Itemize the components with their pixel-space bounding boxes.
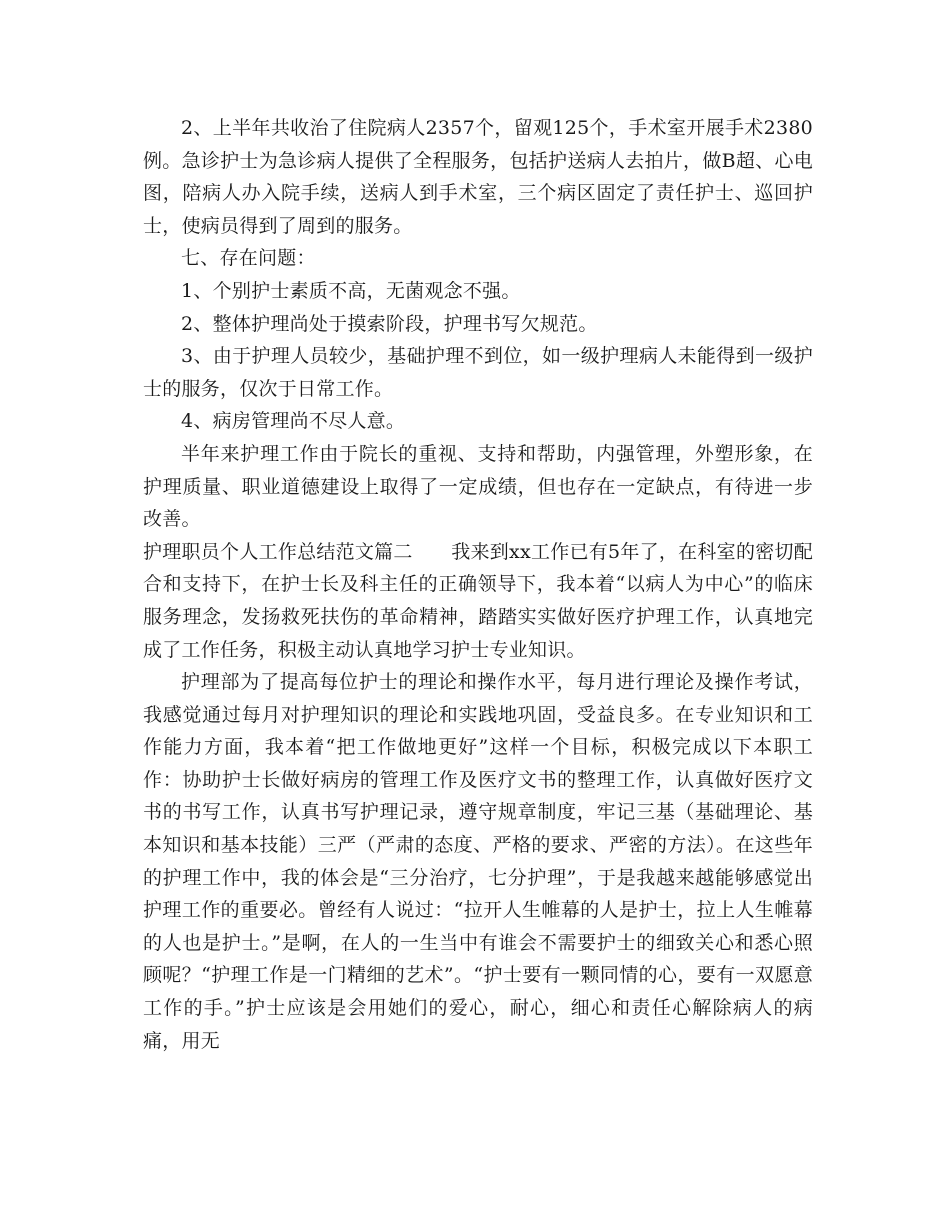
problem-item-2: 2、整体护理尚处于摸索阶段，护理书写欠规范。 [181,312,598,335]
paragraph-nursing-training: 护理部为了提高每位护士的理论和操作水平，每月进行理论及操作考试，我感觉通过每月对护理知识的理论和实践地巩固，受益良多。在专业知识和工作能力方面，我本着“把工作做地更好”这样一个目标，积极完成以下本职工作：协助护士长做好病房的管理工作及医疗文书的整理工作，认真做好医疗文书的书写工作，认真书写护理记录，遵守规章制度，牢记三基（基础理论、基本知识和基本技能）三严（严肃的态度、严格的要求、严密的方法）。在这些年的护理工作中，我的体会是“三分治疗，七分护理”，于是我越来越能够感觉出护理工作的重要必。曾经有人说过：“拉开人生帷幕的人是护士，拉上人生帷幕的人也是护士。”是啊，在人的一生当中有谁会不需要护士的细致关心和悉心照顾呢？“护理工作是一门精细的艺术”。“护士要有一颗同情的心，要有一双愿意工作的手。”护士应该是会用她们的爱心，耐心，细心和责任心解除病人的病痛，用无 [143,671,813,1052]
problem-item-3: 3、由于护理人员较少，基础护理不到位，如一级护理病人未能得到一级护士的服务，仅次于日常工作。 [143,345,813,400]
heading-existing-problems: 七、存在问题： [181,247,316,270]
document-body [143,112,813,1057]
paragraph-article-two-intro: 护理职员个人工作总结范文篇二 我来到xx工作已有5年了，在科室的密切配合和支持下，在护士长及科主任的正确领导下，我本着“以病人为中心”的临床服务理念，发扬救死扶伤的革命精神，踏踏实实做好医疗护理工作，认真地完成了工作任务，积极主动认真地学习护士专业知识。 [143,540,813,661]
problem-item-1: 1、个别护士素质不高，无菌观念不强。 [181,279,521,302]
problem-item-4: 4、病房管理尚不尽人意。 [181,410,406,433]
paragraph-half-year-summary: 半年来护理工作由于院长的重视、支持和帮助，内强管理，外塑形象，在护理质量、职业道德建设上取得了一定成绩，但也存在一定缺点，有待进一步改善。 [143,442,813,531]
paragraph-inpatient-statistics: 2、上半年共收治了住院病人2357个，留观125个，手术室开展手术2380例。急诊护士为急诊病人提供了全程服务，包括护送病人去拍片，做B超、心电图，陪病人办入院手续，送病人到手术室，三个病区固定了责任护士、巡回护士，使病员得到了周到的服务。 [143,117,813,237]
